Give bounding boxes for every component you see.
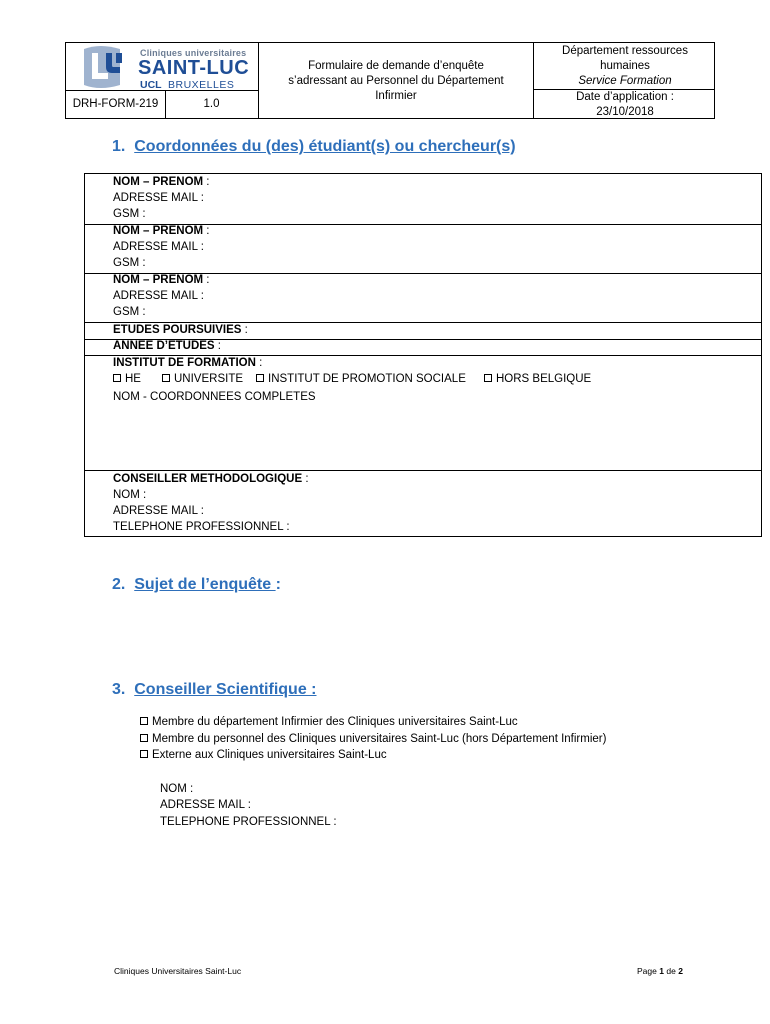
scientifique-nom-field[interactable]: NOM : xyxy=(160,783,194,795)
form-title-line: s’adressant au Personnel du Département xyxy=(288,75,504,87)
logo-city: BRUXELLES xyxy=(168,79,235,91)
logo-line1: Cliniques universitaires xyxy=(140,48,247,58)
conseiller-option-membre-personnel[interactable] xyxy=(140,733,606,745)
student1-mail-field[interactable]: ADRESSE MAIL : xyxy=(113,192,204,204)
section2-title: Sujet de l’enquête xyxy=(134,576,276,593)
scientifique-tel-field[interactable]: TELEPHONE PROFESSIONNEL : xyxy=(160,816,337,828)
option-label: HORS BELGIQUE xyxy=(496,373,592,385)
option-promotion-sociale[interactable] xyxy=(256,373,466,385)
department-info xyxy=(534,44,716,89)
page-of: de xyxy=(666,966,676,976)
section3-heading xyxy=(112,681,317,699)
option-label: Membre du département Infirmier des Cliniques universitaires Saint-Luc xyxy=(152,716,518,728)
form-title xyxy=(266,59,526,104)
department-line: Département ressources xyxy=(562,45,688,57)
student3-name-field[interactable]: NOM – PRENOM : xyxy=(113,274,210,286)
section3-number: 3. xyxy=(112,681,126,698)
conseiller-option-externe[interactable] xyxy=(140,749,387,761)
coordonnees-field[interactable]: NOM - COORDONNEES COMPLETES xyxy=(113,391,316,403)
conseiller-option-membre-dept[interactable] xyxy=(140,716,518,728)
option-label: Externe aux Cliniques universitaires Saint-Luc xyxy=(152,749,387,761)
current-page: 1 xyxy=(659,966,664,976)
checkbox-icon[interactable] xyxy=(162,374,170,382)
logo-emblem-icon xyxy=(80,45,134,89)
field-label: NOM – PRENOM xyxy=(113,225,204,237)
checkbox-icon[interactable] xyxy=(140,734,148,742)
field-label: CONSEILLER METHODOLOGIQUE xyxy=(113,473,303,485)
section1-title: Coordonnées du (des) étudiant(s) ou chercheur(s) xyxy=(134,138,516,155)
hospital-logo xyxy=(80,45,260,89)
field-label: NOM – PRENOM xyxy=(113,274,204,286)
form-title-line: Infirmier xyxy=(375,90,417,102)
form-code: DRH-FORM-219 xyxy=(72,98,159,110)
field-label: ETUDES POURSUIVIES xyxy=(113,324,242,336)
option-he[interactable] xyxy=(113,373,141,385)
logo-ucl: UCL xyxy=(140,79,162,91)
option-label: HE xyxy=(125,373,141,385)
footer-institution: Cliniques Universitaires Saint-Luc xyxy=(114,966,242,976)
checkbox-icon[interactable] xyxy=(113,374,121,382)
date-label: Date d’application : xyxy=(576,91,674,103)
conseiller-methodo-field: CONSEILLER METHODOLOGIQUE : xyxy=(113,473,309,485)
checkbox-icon[interactable] xyxy=(140,750,148,758)
logo-line2: SAINT-LUC xyxy=(138,57,250,79)
form-title-line: Formulaire de demande d’enquête xyxy=(308,60,484,72)
field-label: ANNEE D’ETUDES xyxy=(113,340,215,352)
student2-mail-field[interactable]: ADRESSE MAIL : xyxy=(113,241,204,253)
form-version: 1.0 xyxy=(203,98,220,110)
institut-field: INSTITUT DE FORMATION : xyxy=(113,357,263,369)
option-label: UNIVERSITE xyxy=(174,373,244,385)
page-label: Page xyxy=(637,966,657,976)
annee-field[interactable]: ANNEE D’ETUDES : xyxy=(113,340,221,352)
page-number xyxy=(637,966,683,976)
header-table xyxy=(65,42,715,119)
student3-mail-field[interactable]: ADRESSE MAIL : xyxy=(113,290,204,302)
section2-heading xyxy=(112,576,281,594)
total-pages: 2 xyxy=(678,966,683,976)
conseiller-mail-field[interactable]: ADRESSE MAIL : xyxy=(113,505,204,517)
student1-gsm-field[interactable]: GSM : xyxy=(113,208,146,220)
date-value: 23/10/2018 xyxy=(596,106,654,118)
etudes-field[interactable]: ETUDES POURSUIVIES : xyxy=(113,324,248,336)
option-universite[interactable] xyxy=(162,373,243,385)
field-label: INSTITUT DE FORMATION xyxy=(113,357,256,369)
option-hors-belgique[interactable] xyxy=(484,373,591,385)
checkbox-icon[interactable] xyxy=(256,374,264,382)
conseiller-tel-field[interactable]: TELEPHONE PROFESSIONNEL : xyxy=(113,521,290,533)
checkbox-icon[interactable] xyxy=(484,374,492,382)
section3-title: Conseiller Scientifique : xyxy=(134,681,317,698)
student3-gsm-field[interactable]: GSM : xyxy=(113,306,146,318)
section2-number: 2. xyxy=(112,576,126,593)
section1-number: 1. xyxy=(112,138,126,155)
section1-heading xyxy=(112,138,516,156)
option-label: INSTITUT DE PROMOTION SOCIALE xyxy=(268,373,466,385)
checkbox-icon[interactable] xyxy=(140,717,148,725)
student2-gsm-field[interactable]: GSM : xyxy=(113,257,146,269)
section2-colon: : xyxy=(275,576,281,593)
field-label: NOM – PRENOM xyxy=(113,176,204,188)
option-label: Membre du personnel des Cliniques universitaires Saint-Luc (hors Département Infirmier) xyxy=(152,733,607,745)
conseiller-nom-field[interactable]: NOM : xyxy=(113,489,147,501)
student1-name-field[interactable]: NOM – PRENOM : xyxy=(113,176,210,188)
department-line: humaines xyxy=(600,60,650,72)
student2-name-field[interactable]: NOM – PRENOM : xyxy=(113,225,210,237)
scientifique-mail-field[interactable]: ADRESSE MAIL : xyxy=(160,799,251,811)
service-name: Service Formation xyxy=(578,75,672,87)
application-date xyxy=(534,90,716,120)
